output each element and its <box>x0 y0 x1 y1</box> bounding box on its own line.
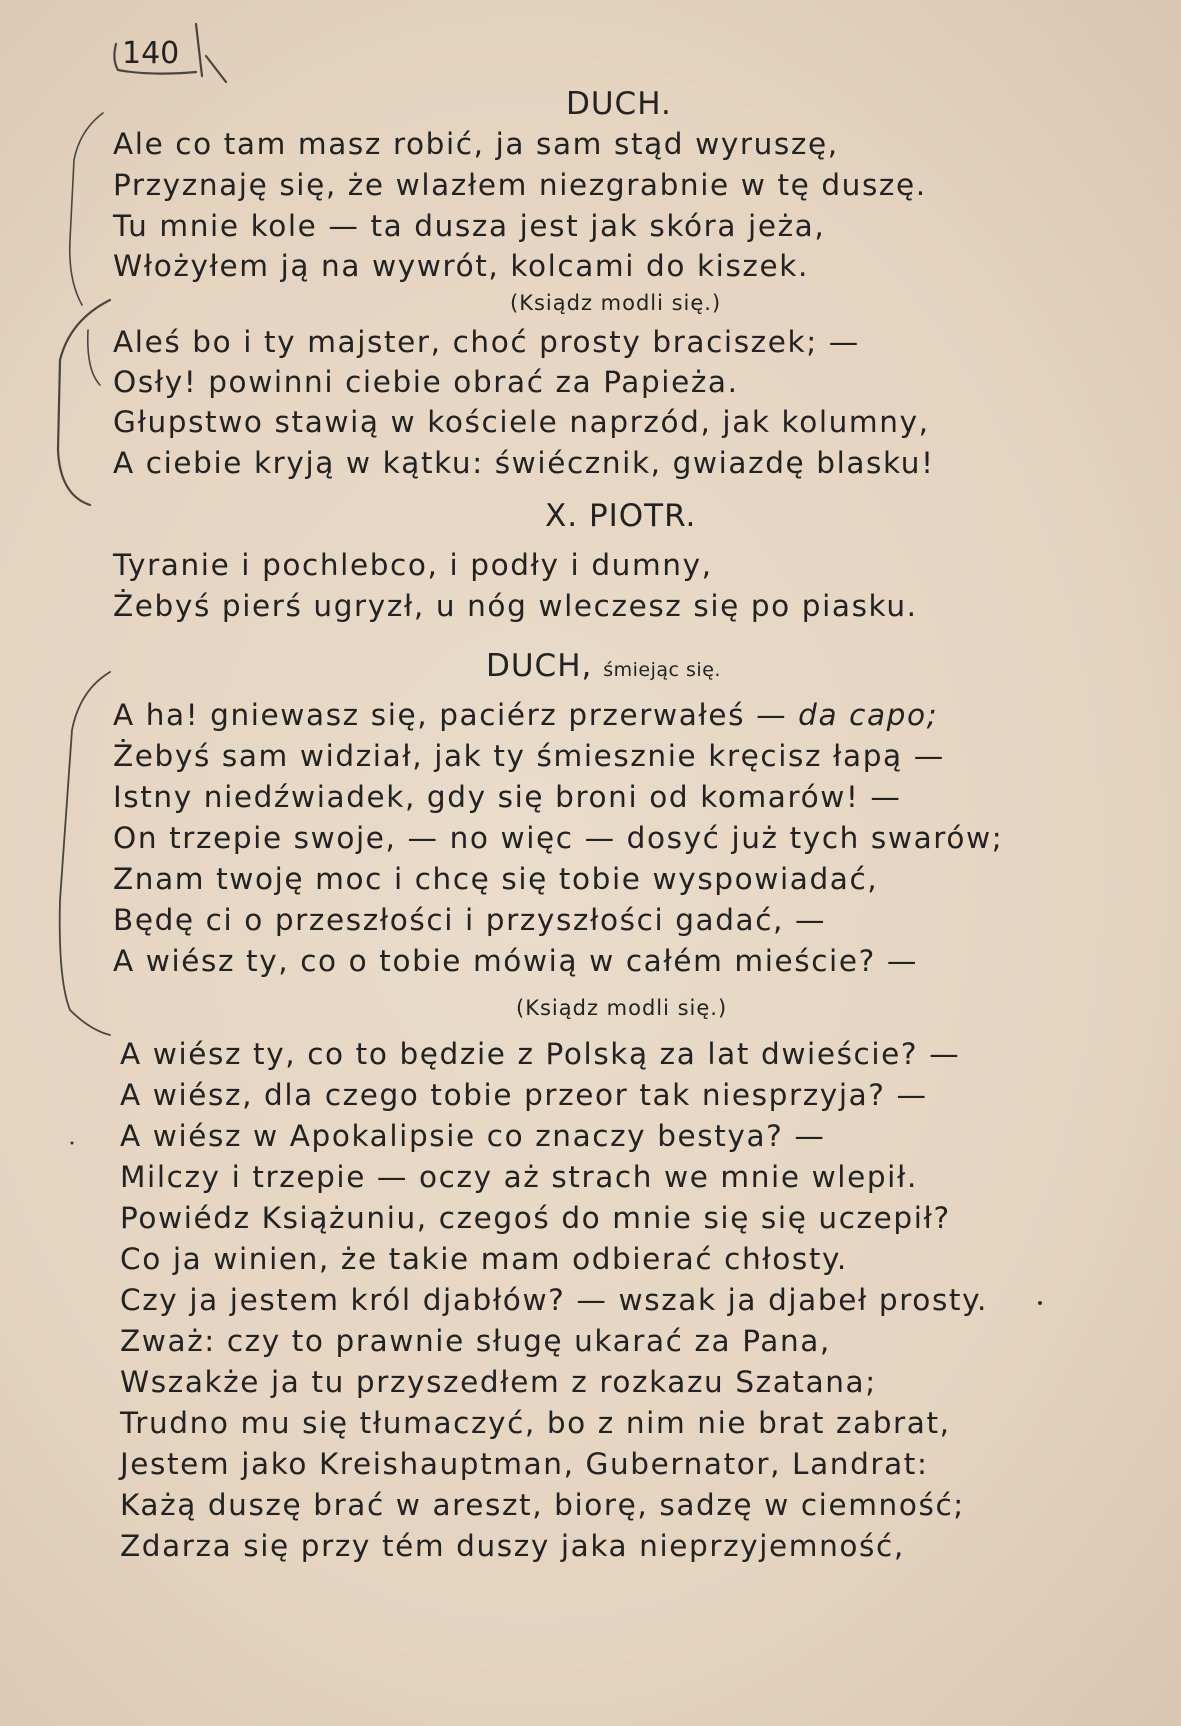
speaker-direction: śmiejąc się. <box>603 659 721 681</box>
verse-line: On trzepie swoje, — no więc — dosyć już tych swarów; <box>113 821 1004 855</box>
verse-line: Wszakże ja tu przyszedłem z rozkazu Szatana; <box>120 1365 877 1399</box>
verse-line: A wiész w Apokalipsie co znaczy bestya? — <box>120 1119 826 1153</box>
verse-line: Czy ja jestem król djabłów? — wszak ja djabeł prosty. <box>120 1283 988 1317</box>
verse-line: Tyranie i pochlebco, i podły i dumny, <box>113 548 713 582</box>
verse-line: Milczy i trzepie — oczy aż strach we mnie wlepił. <box>120 1160 918 1194</box>
speaker-duch-1: DUCH. <box>566 86 672 122</box>
verse-line: Jestem jako Kreishauptman, Gubernator, Landrat: <box>120 1447 929 1481</box>
stage-direction-2: (Ksiądz modli się.) <box>516 996 728 1020</box>
verse-line: Istny niedźwiadek, gdy się broni od komarów! — <box>113 780 902 814</box>
verse-text: A ha! gniewasz się, paciérz przerwałeś — <box>113 698 799 732</box>
verse-line: Zdarza się przy tém duszy jaka nieprzyjemność, <box>120 1529 905 1563</box>
speaker-name: DUCH, <box>486 648 593 684</box>
stage-direction-1: (Ksiądz modli się.) <box>510 291 722 315</box>
page-number: 140 <box>122 36 180 71</box>
verse-line: Trudno mu się tłumaczyć, bo z nim nie brat zabrat, <box>120 1406 951 1440</box>
verse-line: Żebyś pierś ugryzł, u nóg wleczesz się po piasku. <box>113 589 918 623</box>
italic-phrase: da capo; <box>798 698 939 732</box>
verse-line: Osły! powinni ciebie obrać za Papieża. <box>113 365 739 399</box>
verse-line: Głupstwo stawią w kościele naprzód, jak kolumny, <box>113 405 930 439</box>
verse-line: Żebyś sam widział, jak ty śmiesznie kręcisz łapą — <box>113 739 945 773</box>
verse-line: A wiész ty, co to będzie z Polską za lat dwieście? — <box>120 1037 961 1071</box>
verse-line: Znam twoję moc i chcę się tobie wyspowiadać, <box>113 862 879 896</box>
verse-line: A wiész, dla czego tobie przeor tak niesprzyja? — <box>120 1078 928 1112</box>
verse-line: Przyznaję się, że wlazłem niezgrabnie w tę duszę. <box>113 168 927 202</box>
verse-line: A ciebie kryją w kątku: świécznik, gwiazdę blasku! <box>113 446 935 480</box>
verse-line: Powiédz Książuniu, czegoś do mnie się się uczepił? <box>120 1201 951 1235</box>
verse-line: Będę ci o przeszłości i przyszłości gadać, — <box>113 903 827 937</box>
verse-line: Ale co tam masz robić, ja sam stąd wyruszę, <box>113 127 839 161</box>
verse-line: Co ja winien, że takie mam odbierać chłosty. <box>120 1242 848 1276</box>
verse-line: Tu mnie kole — ta dusza jest jak skóra jeża, <box>113 209 826 243</box>
verse-line: A wiész ty, co o tobie mówią w całém mieście? — <box>113 944 918 978</box>
verse-line: Włożyłem ją na wywrót, kolcami do kiszek. <box>113 249 809 283</box>
verse-line: Każą duszę brać w areszt, biorę, sadzę w ciemność; <box>120 1488 965 1522</box>
verse-line-dacapo <box>113 695 938 735</box>
speaker-duch-2 <box>486 646 721 690</box>
verse-line: Aleś bo i ty majster, choć prosty braciszek; — <box>113 325 860 359</box>
verse-line: Zważ: czy to prawnie sługę ukarać za Pana, <box>120 1324 831 1358</box>
speaker-x-piotr: X. PIOTR. <box>545 498 697 534</box>
